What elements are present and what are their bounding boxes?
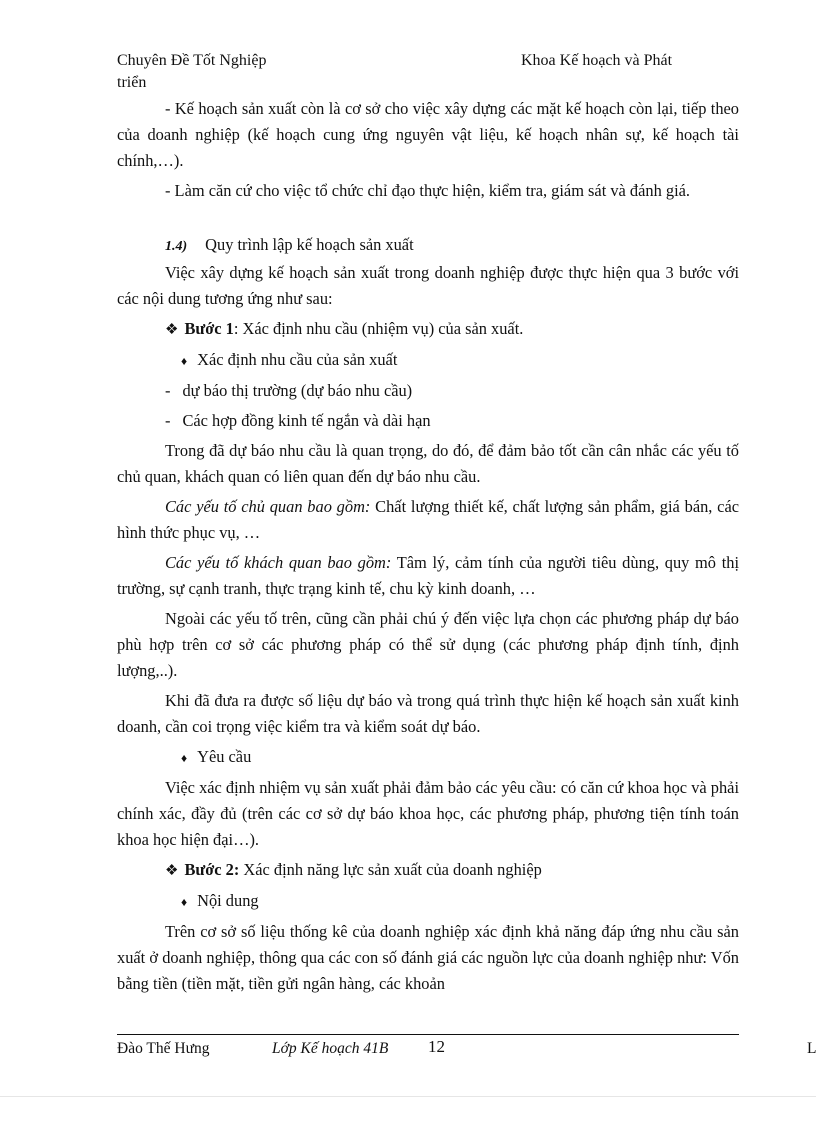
- diamond-small-bullet-icon: ♦: [181, 751, 188, 765]
- header-left-title: Chuyên Đề Tốt Nghiệp: [117, 52, 267, 69]
- subjective-factors-label: Các yếu tố chủ quan bao gồm:: [165, 497, 371, 516]
- paragraph-forecast-importance: Trong đã dự báo nhu cầu là quan trọng, do đó, để đảm bảo tốt cần cân nhắc các yếu tố chủ quan, khách quan có liên quan đến dự báo nhu cầu.: [117, 441, 739, 486]
- sub-item-content: [117, 888, 739, 915]
- sub-item-demand: [117, 347, 739, 374]
- diamond-small-bullet-icon: ♦: [181, 895, 188, 909]
- footer-cut-text: L: [807, 1040, 816, 1057]
- dash-item-contracts-text: Các hợp đồng kinh tế ngắn và dài hạn: [182, 411, 431, 430]
- paragraph-forecast-methods: Ngoài các yếu tố trên, cũng cần phải chú ý đến việc lựa chọn các phương pháp dự báo phù hợp trên cơ sở các phương pháp có thể sử dụng (các phương pháp định tính, định lượng,..).: [117, 609, 739, 680]
- sub-item-requirements: [117, 744, 739, 771]
- footer-class: Lớp Kế hoạch 41B: [272, 1040, 389, 1057]
- dash-bullet: -: [165, 381, 171, 400]
- section-title: Quy trình lập kế hoạch sản xuất: [205, 235, 414, 254]
- objective-factors-text: Tâm lý, cảm tính của người tiêu dùng, quy mô thị trường, sự cạnh tranh, thực trạng kinh tế, chu kỳ kinh doanh, …: [117, 553, 740, 598]
- sub-item-requirements-text: Yêu cầu: [197, 747, 252, 766]
- header-right-title: Khoa Kế hoạch và Phát: [521, 52, 673, 69]
- page-number: 12: [428, 1037, 445, 1056]
- subjective-factors-text: Chất lượng thiết kế, chất lượng sản phẩm, giá bán, các hình thức phục vụ, …: [117, 497, 740, 542]
- diamond-bullet-icon: ❖: [165, 322, 179, 338]
- step-2-item: [117, 857, 739, 884]
- paragraph-intro-steps: Việc xây dựng kế hoạch sản xuất trong doanh nghiệp được thực hiện qua 3 bước với các nội dung tương ứng như sau:: [117, 263, 739, 308]
- section-heading: [117, 232, 739, 260]
- paragraph-objective-factors: [117, 550, 739, 602]
- footer-divider: [117, 1034, 739, 1035]
- paragraph-requirements: Việc xác định nhiệm vụ sản xuất phải đảm bảo các yêu cầu: có căn cứ khoa học và phải chính xác, đầy đủ (trên các cơ sở dự báo khoa học, các phương pháp, phương tiện tính toán khoa học hiện đại…).: [117, 778, 739, 849]
- paragraph-capacity: Trên cơ sở số liệu thống kê của doanh nghiệp xác định khả năng đáp ứng nhu cầu sản xuất ở doanh nghiệp, thông qua các con số đánh giá các nguồn lực của doanh nghiệp như: Vốn bằng tiền (tiền mặt, tiền gửi ngân hàng, các khoản: [117, 922, 739, 993]
- paragraph-forecast-control: Khi đã đưa ra được số liệu dự báo và trong quá trình thực hiện kế hoạch sản xuất kinh doanh, cần coi trọng việc kiểm tra và kiểm soát dự báo.: [117, 691, 739, 736]
- document-body: [117, 96, 739, 997]
- paragraph-plan-direction: - Làm căn cứ cho việc tổ chức chỉ đạo thực hiện, kiểm tra, giám sát và đánh giá.: [165, 181, 691, 200]
- step-1-text: : Xác định nhu cầu (nhiệm vụ) của sản xuất.: [233, 319, 524, 338]
- diamond-bullet-icon: ❖: [165, 863, 179, 879]
- footer-author: Đào Thế Hưng: [117, 1040, 210, 1057]
- paragraph-plan-basis: - Kế hoạch sản xuất còn là cơ sở cho việc xây dựng các mặt kế hoạch còn lại, tiếp theo của doanh nghiệp (kế hoạch cung ứng nguyên vật liệu, kế hoạch nhân sự, kế hoạch tài chính,…).: [117, 99, 739, 170]
- step-2-text: Xác định năng lực sản xuất của doanh nghiệp: [239, 860, 542, 879]
- sub-item-content-text: Nội dung: [197, 891, 259, 910]
- sub-item-demand-text: Xác định nhu cầu của sản xuất: [197, 350, 398, 369]
- dash-bullet: -: [165, 411, 171, 430]
- step-2-label: Bước 2:: [184, 860, 240, 879]
- paragraph-subjective-factors: [117, 494, 739, 546]
- page-bottom-edge: [0, 1096, 816, 1097]
- section-number: 1.4): [165, 239, 188, 254]
- step-1-item: [117, 316, 739, 343]
- dash-item-forecast-text: dự báo thị trường (dự báo nhu cầu): [182, 381, 413, 400]
- step-1-label: Bước 1: [184, 319, 234, 338]
- diamond-small-bullet-icon: ♦: [181, 354, 188, 368]
- header-right-wrap: triển: [117, 74, 147, 91]
- dash-item-contracts: [117, 408, 739, 434]
- objective-factors-label: Các yếu tố khách quan bao gồm:: [165, 553, 392, 572]
- dash-item-forecast: [117, 378, 739, 404]
